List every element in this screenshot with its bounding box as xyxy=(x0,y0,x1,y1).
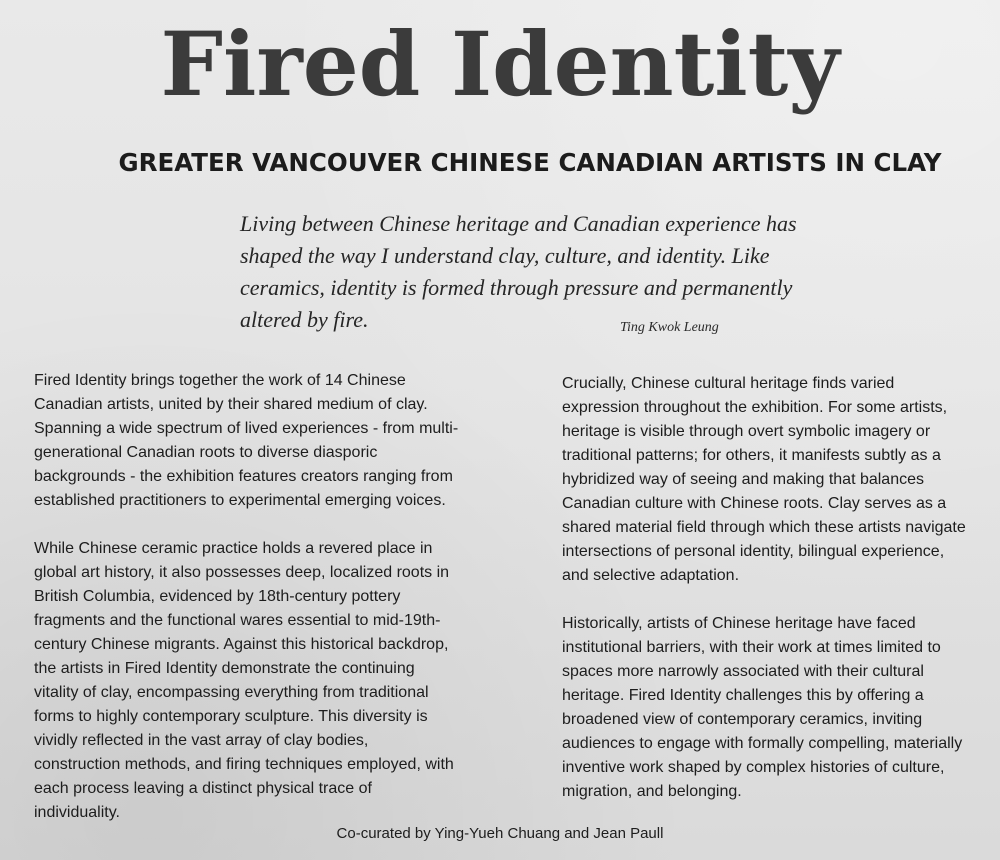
text-line: shared material field through which these artists navigate xyxy=(562,519,966,536)
text-line: migration, and belonging. xyxy=(562,783,742,800)
history-paragraph xyxy=(34,537,504,825)
quote-line: ceramics, identity is formed through pressure and permanently xyxy=(240,275,793,300)
barriers-paragraph xyxy=(562,612,992,804)
text-line: inventive work shaped by complex histories of culture, xyxy=(562,759,945,776)
quote-attribution: Ting Kwok Leung xyxy=(620,320,719,335)
text-line: and selective adaptation. xyxy=(562,567,740,584)
text-line: generational Canadian roots to diverse diasporic xyxy=(34,444,378,461)
intro-paragraph xyxy=(34,369,504,513)
text-line: vitality of clay, encompassing everything from traditional xyxy=(34,684,429,701)
right-text-column xyxy=(562,372,992,828)
text-line: vividly reflected in the vast array of clay bodies, xyxy=(34,732,369,749)
text-line: expression throughout the exhibition. For some artists, xyxy=(562,399,948,416)
text-line: individuality. xyxy=(34,804,120,821)
text-line: While Chinese ceramic practice holds a revered place in xyxy=(34,540,433,557)
text-line: Historically, artists of Chinese heritage have faced xyxy=(562,615,916,632)
text-line: British Columbia, evidenced by 18th-century pottery xyxy=(34,588,401,605)
text-line: century Chinese migrants. Against this historical backdrop, xyxy=(34,636,449,653)
text-line: fragments and the functional wares essential to mid-19th- xyxy=(34,612,441,629)
quote-line: Living between Chinese heritage and Canadian experience has xyxy=(240,211,797,236)
text-line: heritage. Fired Identity challenges this by offering a xyxy=(562,687,924,704)
artist-quote xyxy=(240,208,820,336)
exhibition-subtitle: GREATER VANCOUVER CHINESE CANADIAN ARTISTS IN CLAY xyxy=(118,148,942,177)
text-line: intersections of personal identity, bilingual experience, xyxy=(562,543,945,560)
text-line: heritage is visible through overt symbolic imagery or xyxy=(562,423,931,440)
text-line: Crucially, Chinese cultural heritage finds varied xyxy=(562,375,895,392)
exhibition-title: Fired Identity xyxy=(160,12,840,116)
text-line: spaces more narrowly associated with their cultural xyxy=(562,663,924,680)
text-line: construction methods, and firing techniques employed, with xyxy=(34,756,454,773)
text-line: Canadian artists, united by their shared medium of clay. xyxy=(34,396,428,413)
text-line: traditional patterns; for others, it manifests subtly as a xyxy=(562,447,941,464)
text-line: each process leaving a distinct physical trace of xyxy=(34,780,372,797)
text-line: forms to highly contemporary sculpture. This diversity is xyxy=(34,708,428,725)
text-line: Spanning a wide spectrum of lived experiences - from multi- xyxy=(34,420,459,437)
text-line: the artists in Fired Identity demonstrate the continuing xyxy=(34,660,415,677)
text-line: institutional barriers, with their work at times limited to xyxy=(562,639,941,656)
text-line: established practitioners to experimental emerging voices. xyxy=(34,492,446,509)
curator-credit: Co-curated by Ying-Yueh Chuang and Jean Paull xyxy=(336,825,664,842)
text-line: Fired Identity brings together the work of 14 Chinese xyxy=(34,372,406,389)
quote-line: shaped the way I understand clay, culture, and identity. Like xyxy=(240,243,770,268)
text-line: Canadian culture with Chinese roots. Clay serves as a xyxy=(562,495,947,512)
text-line: audiences to engage with formally compelling, materially xyxy=(562,735,963,752)
heritage-paragraph xyxy=(562,372,992,588)
text-line: hybridized way of seeing and making that balances xyxy=(562,471,924,488)
text-line: global art history, it also possesses deep, localized roots in xyxy=(34,564,450,581)
left-text-column xyxy=(34,369,504,849)
quote-line: altered by fire. xyxy=(240,307,369,332)
text-line: backgrounds - the exhibition features creators ranging from xyxy=(34,468,453,485)
text-line: broadened view of contemporary ceramics, inviting xyxy=(562,711,923,728)
